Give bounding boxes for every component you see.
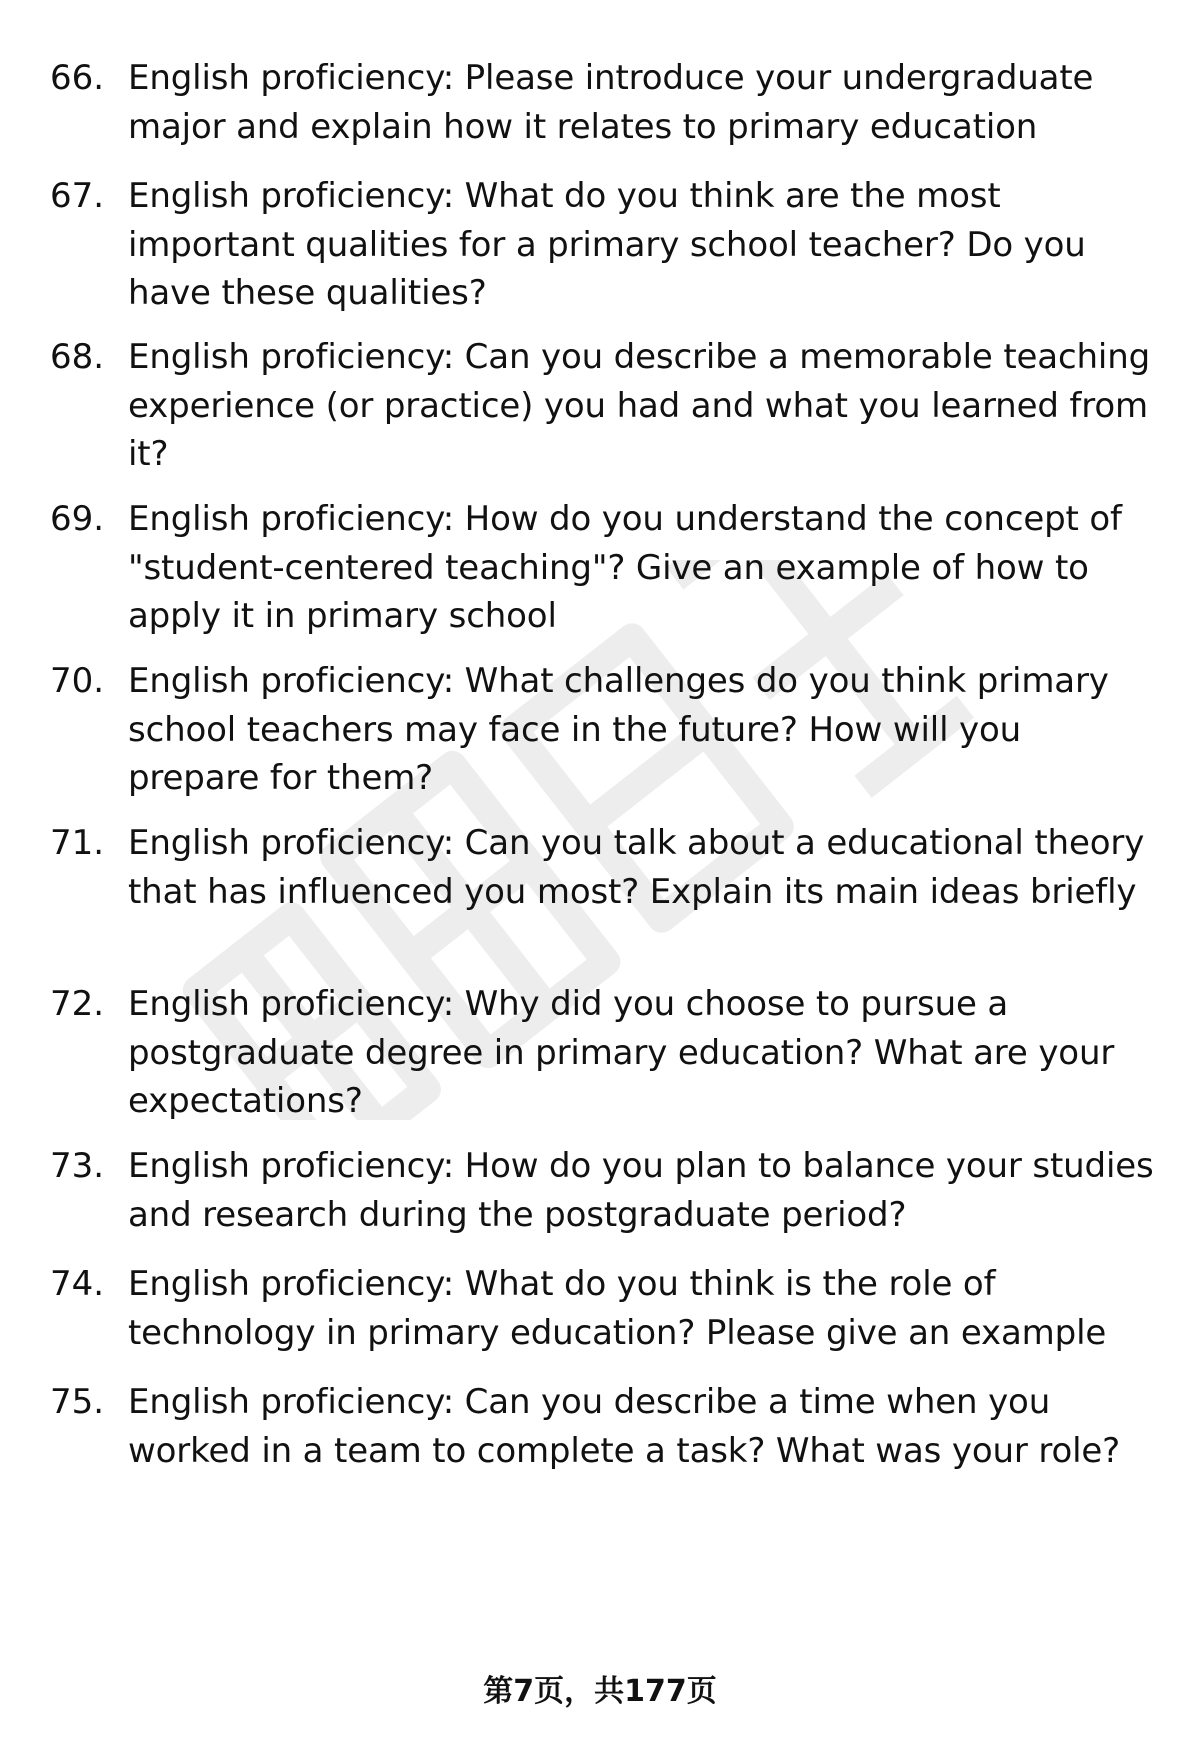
question-text: English proficiency: What do you think is the role of technology in primary education? Please give an example [128,1264,1107,1353]
page-number-footer: 第7页，共177页 [483,1674,717,1709]
question-number: 74. [50,1264,105,1304]
question-text: English proficiency: Why did you choose to pursue a postgraduate degree in primary education? What are your expectations? [128,984,1115,1121]
question-number: 67. [50,176,105,216]
question-text: English proficiency: How do you understand the concept of "student-centered teaching"? Give an example of how to apply it in primary school [128,499,1122,636]
question-text: English proficiency: What challenges do you think primary school teachers may face in the future? How will you prepare for them? [128,661,1109,798]
question-text: English proficiency: Please introduce your undergraduate major and explain how it relates to primary education [128,58,1094,147]
question-text: English proficiency: What do you think are the most important qualities for a primary school teacher? Do you have these qualities? [128,176,1086,313]
question-number: 73. [50,1146,105,1186]
question-number: 71. [50,823,105,863]
question-text: English proficiency: Can you describe a time when you worked in a team to complete a task? What was your role? [128,1382,1121,1471]
question-text: English proficiency: Can you talk about a educational theory that has influenced you most? Explain its main ideas briefly [128,823,1145,912]
question-number: 75. [50,1382,105,1422]
question-number: 68. [50,337,105,377]
question-text: English proficiency: Can you describe a memorable teaching experience (or practice) you had and what you learned from it? [128,337,1151,474]
question-text: English proficiency: How do you plan to balance your studies and research during the postgraduate period? [128,1146,1154,1235]
question-number: 69. [50,499,105,539]
question-number: 72. [50,984,105,1024]
question-number: 70. [50,661,105,701]
question-number: 66. [50,58,105,98]
